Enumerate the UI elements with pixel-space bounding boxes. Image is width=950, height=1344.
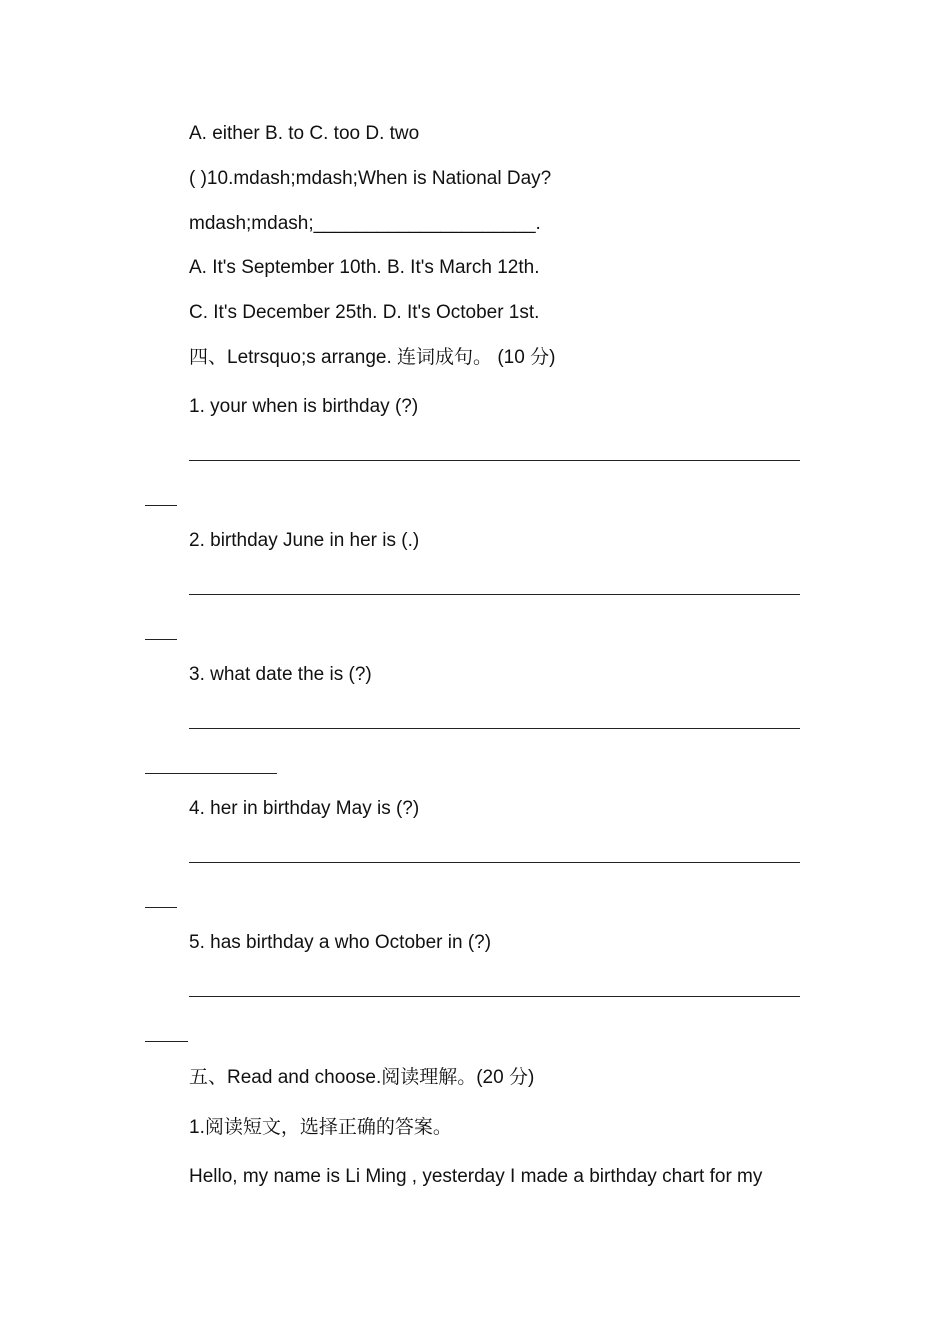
answer-blank-5-cont[interactable] [145, 1041, 188, 1042]
section4-heading: 四、Letrsquo;s arrange. 连词成句。 (10 分) [189, 347, 556, 368]
answer-blank-5[interactable] [189, 996, 800, 997]
section4-item-2: 2. birthday June in her is (.) [189, 530, 420, 551]
q10-options-ab: A. It's September 10th. B. It's March 12th. [189, 257, 540, 278]
q10-answer-line: mdash;mdash;_____________________. [189, 213, 541, 234]
answer-blank-1[interactable] [189, 460, 800, 461]
answer-blank-2[interactable] [189, 594, 800, 595]
q10-question: ( )10.mdash;mdash;When is National Day? [189, 168, 552, 189]
answer-blank-3-cont[interactable] [145, 773, 277, 774]
answer-blank-3[interactable] [189, 728, 800, 729]
answer-blank-4-cont[interactable] [145, 907, 177, 908]
section4-item-3: 3. what date the is (?) [189, 664, 372, 685]
section4-item-4: 4. her in birthday May is (?) [189, 798, 420, 819]
section5-instruction: 1.阅读短文，选择正确的答案。 [189, 1117, 452, 1138]
answer-blank-1-cont[interactable] [145, 505, 177, 506]
answer-blank-4[interactable] [189, 862, 800, 863]
q10-options-cd: C. It's December 25th. D. It's October 1st. [189, 302, 540, 323]
answer-blank-2-cont[interactable] [145, 639, 177, 640]
section5-heading: 五、Read and choose.阅读理解。(20 分) [189, 1067, 535, 1088]
q9-options: A. either B. to C. too D. two [189, 123, 420, 144]
section4-item-1: 1. your when is birthday (?) [189, 396, 419, 417]
reading-passage: Hello, my name is Li Ming , yesterday I made a birthday chart for my [189, 1166, 763, 1187]
section4-item-5: 5. has birthday a who October in (?) [189, 932, 492, 953]
